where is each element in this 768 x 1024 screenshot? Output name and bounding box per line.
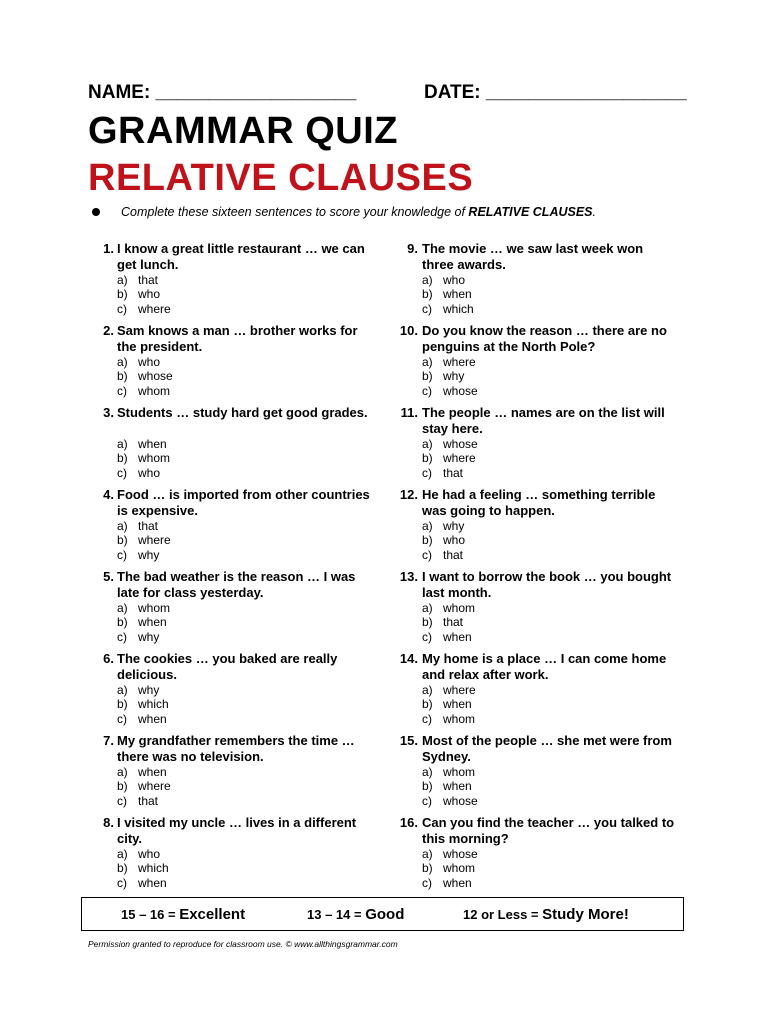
option-letter: a): [422, 847, 433, 861]
question-item: [388, 733, 678, 815]
option-text: who: [138, 355, 161, 369]
name-field-label: NAME: ___________________: [88, 82, 357, 103]
option-letter: b): [422, 451, 433, 466]
question-text: Most of the people … she met were from Sydney.: [422, 733, 672, 764]
question-item: [88, 651, 373, 733]
answer-options: [117, 683, 169, 726]
question-item: [388, 405, 678, 487]
option-letter: a): [117, 601, 128, 615]
option-text: whom: [138, 383, 171, 398]
score-label: Study More!: [542, 906, 629, 923]
option-letter: c): [422, 547, 432, 562]
answer-option[interactable]: [422, 273, 474, 287]
option-letter: a): [422, 683, 433, 697]
question-text: My home is a place … I can come home and relax after work.: [422, 651, 667, 682]
question-item: [88, 405, 373, 487]
option-text: whose: [443, 847, 478, 861]
answer-option[interactable]: [422, 683, 476, 697]
option-letter: c): [422, 629, 432, 644]
instructions-text: Complete these sixteen sentences to score your knowledge of: [121, 205, 469, 219]
option-text: whose: [443, 793, 478, 808]
option-letter: b): [117, 451, 128, 466]
question-number: 3.: [103, 405, 114, 420]
question-number: 8.: [103, 815, 114, 830]
answer-option[interactable]: [422, 287, 474, 301]
question-number: 7.: [103, 733, 114, 748]
option-text: that: [138, 519, 159, 533]
answer-option[interactable]: [117, 779, 171, 793]
instructions: [88, 205, 688, 219]
question-item: [88, 733, 373, 815]
option-letter: a): [117, 847, 128, 861]
option-letter: c): [422, 793, 432, 808]
option-text: whose: [138, 369, 173, 384]
answer-options: [117, 273, 171, 316]
answer-option[interactable]: [117, 765, 171, 779]
option-letter: a): [422, 355, 433, 369]
option-text: where: [138, 533, 171, 548]
question-item: [88, 241, 373, 323]
option-letter: a): [422, 437, 433, 451]
answer-option[interactable]: [117, 287, 171, 301]
option-text: when: [138, 437, 167, 451]
question-text: Students … study hard get good grades.: [117, 405, 368, 420]
answer-option[interactable]: [422, 384, 478, 398]
answer-option[interactable]: [422, 533, 465, 547]
answer-option[interactable]: [422, 779, 478, 793]
question-number: 5.: [103, 569, 114, 584]
answer-option[interactable]: [117, 384, 173, 398]
option-letter: c): [117, 465, 127, 480]
option-text: when: [443, 629, 472, 644]
option-letter: b): [422, 287, 433, 302]
score-range: 12 or Less =: [463, 907, 543, 922]
option-text: when: [443, 697, 472, 712]
score-study-more: [463, 906, 629, 923]
answer-option[interactable]: [117, 437, 170, 451]
answer-option[interactable]: [117, 683, 169, 697]
question-number: 2.: [103, 323, 114, 338]
option-text: whose: [443, 437, 478, 451]
question-text: Sam knows a man … brother works for the president.: [117, 323, 358, 354]
question-item: [88, 815, 373, 897]
option-letter: a): [117, 273, 128, 287]
footer-permission: Permission granted to reproduce for classroom use. © www.allthingsgrammar.com: [88, 939, 398, 949]
answer-option[interactable]: [117, 302, 171, 316]
answer-options: [117, 765, 171, 808]
option-letter: b): [117, 779, 128, 794]
option-text: when: [138, 875, 167, 890]
option-letter: b): [117, 697, 128, 712]
question-item: [388, 323, 678, 405]
answer-option[interactable]: [117, 533, 171, 547]
answer-option[interactable]: [117, 847, 169, 861]
option-text: who: [443, 533, 466, 548]
answer-option[interactable]: [117, 273, 171, 287]
option-letter: a): [117, 683, 128, 697]
option-letter: b): [422, 697, 433, 712]
option-letter: c): [422, 875, 432, 890]
quiz-title: GRAMMAR QUIZ: [88, 110, 398, 152]
bullet-icon: [92, 208, 100, 216]
header: [88, 82, 688, 104]
option-text: when: [443, 287, 472, 302]
option-letter: c): [117, 301, 127, 316]
option-text: why: [138, 629, 160, 644]
date-field-label: DATE: ___________________: [424, 82, 687, 103]
question-text: I know a great little restaurant … we can get lunch.: [117, 241, 365, 272]
question-text: The cookies … you baked are really delicious.: [117, 651, 338, 682]
score-range: 15 – 16 =: [121, 907, 180, 922]
answer-option[interactable]: [117, 548, 171, 562]
option-letter: a): [422, 519, 433, 533]
option-letter: b): [117, 287, 128, 302]
option-letter: c): [117, 547, 127, 562]
option-text: when: [138, 711, 167, 726]
question-item: [388, 815, 678, 897]
question-number: 4.: [103, 487, 114, 502]
question-number: 16.: [399, 815, 418, 830]
answer-option[interactable]: [422, 548, 465, 562]
answer-option[interactable]: [422, 630, 475, 644]
option-letter: c): [117, 711, 127, 726]
answer-option[interactable]: [422, 876, 478, 890]
option-text: why: [443, 369, 465, 384]
answer-option[interactable]: [117, 861, 169, 875]
question-item: [88, 323, 373, 405]
option-text: why: [138, 683, 160, 697]
question-number: 1.: [103, 241, 114, 256]
answer-option[interactable]: [422, 765, 478, 779]
answer-option[interactable]: [117, 466, 170, 480]
answer-options: [117, 601, 170, 644]
option-text: who: [443, 273, 466, 287]
answer-option[interactable]: [422, 437, 478, 451]
option-letter: c): [422, 383, 432, 398]
option-text: who: [138, 847, 161, 861]
option-text: why: [138, 547, 160, 562]
option-text: whom: [138, 451, 171, 466]
answer-option[interactable]: [422, 712, 476, 726]
answer-options: [117, 355, 173, 398]
option-letter: b): [422, 779, 433, 794]
question-text: He had a feeling … something terrible was going to happen.: [422, 487, 656, 518]
scoring-box: [81, 897, 684, 931]
answer-options: [422, 765, 478, 808]
answer-option[interactable]: [117, 355, 173, 369]
answer-options: [422, 519, 465, 562]
option-text: that: [443, 615, 464, 630]
question-item: [388, 487, 678, 569]
question-number: 13.: [399, 569, 418, 584]
question-number: 12.: [399, 487, 418, 502]
option-letter: b): [117, 615, 128, 630]
answer-option[interactable]: [117, 601, 170, 615]
instructions-suffix: .: [592, 205, 596, 219]
question-item: [388, 241, 678, 323]
option-text: when: [138, 615, 167, 630]
option-letter: a): [117, 437, 128, 451]
option-text: where: [138, 301, 171, 316]
answer-option[interactable]: [422, 794, 478, 808]
question-number: 6.: [103, 651, 114, 666]
answer-options: [422, 601, 475, 644]
question-text: Food … is imported from other countries is expensive.: [117, 487, 370, 518]
questions-left-column: [88, 241, 373, 897]
answer-options: [117, 519, 171, 562]
answer-option[interactable]: [422, 466, 478, 480]
option-letter: a): [422, 273, 433, 287]
answer-option[interactable]: [422, 601, 475, 615]
question-text: My grandfather remembers the time … there was no television.: [117, 733, 355, 764]
question-text: I visited my uncle … lives in a different city.: [117, 815, 357, 846]
question-item: [388, 651, 678, 733]
option-text: whom: [443, 601, 476, 615]
answer-option[interactable]: [422, 369, 478, 383]
option-text: which: [138, 861, 169, 876]
answer-option[interactable]: [422, 615, 475, 629]
answer-option[interactable]: [422, 847, 478, 861]
answer-option[interactable]: [422, 355, 478, 369]
question-number: 9.: [407, 241, 418, 256]
question-number: 10.: [399, 323, 418, 338]
answer-option[interactable]: [422, 451, 478, 465]
option-letter: a): [117, 519, 128, 533]
option-letter: b): [422, 533, 433, 548]
option-letter: b): [117, 861, 128, 876]
question-text: Can you find the teacher … you talked to this morning?: [422, 815, 675, 846]
answer-option[interactable]: [422, 697, 476, 711]
option-letter: c): [422, 711, 432, 726]
answer-option[interactable]: [422, 519, 465, 533]
answer-options: [422, 847, 478, 890]
option-text: whom: [443, 711, 476, 726]
option-text: whom: [443, 861, 476, 876]
option-text: who: [138, 465, 161, 480]
question-item: [88, 569, 373, 651]
option-text: when: [138, 765, 167, 779]
option-letter: a): [422, 765, 433, 779]
option-letter: a): [117, 355, 128, 369]
answer-option[interactable]: [422, 861, 478, 875]
answer-options: [422, 355, 478, 398]
option-text: where: [443, 451, 476, 466]
option-letter: c): [117, 875, 127, 890]
option-letter: b): [422, 615, 433, 630]
answer-option[interactable]: [117, 794, 171, 808]
option-letter: c): [117, 383, 127, 398]
option-text: which: [443, 301, 474, 316]
answer-options: [117, 847, 169, 890]
answer-options: [422, 437, 478, 480]
question-item: [88, 487, 373, 569]
answer-option[interactable]: [117, 697, 169, 711]
question-text: Do you know the reason … there are no penguins at the North Pole?: [422, 323, 667, 354]
answer-option[interactable]: [117, 519, 171, 533]
score-good: [307, 906, 404, 923]
instructions-emphasis: RELATIVE CLAUSES: [468, 205, 593, 219]
answer-option[interactable]: [117, 876, 169, 890]
score-range: 13 – 14 =: [307, 907, 366, 922]
option-text: that: [443, 547, 464, 562]
answer-options: [422, 683, 476, 726]
option-text: why: [443, 519, 465, 533]
question-item: [388, 569, 678, 651]
question-number: 15.: [399, 733, 418, 748]
option-text: who: [138, 287, 161, 302]
answer-option[interactable]: [117, 712, 169, 726]
answer-option[interactable]: [422, 302, 474, 316]
option-text: where: [138, 779, 171, 794]
question-text: The movie … we saw last week won three awards.: [422, 241, 644, 272]
answer-option[interactable]: [117, 615, 170, 629]
answer-option[interactable]: [117, 451, 170, 465]
option-text: that: [138, 793, 159, 808]
score-label: Excellent: [179, 906, 246, 923]
option-letter: a): [422, 601, 433, 615]
option-text: whom: [138, 601, 171, 615]
option-text: which: [138, 697, 169, 712]
questions-right-column: [388, 241, 678, 897]
option-text: that: [443, 465, 464, 480]
option-text: that: [138, 273, 159, 287]
answer-option[interactable]: [117, 369, 173, 383]
option-text: where: [443, 355, 476, 369]
option-letter: b): [117, 369, 128, 384]
option-letter: c): [117, 629, 127, 644]
option-text: whose: [443, 383, 478, 398]
option-letter: c): [117, 793, 127, 808]
option-letter: b): [117, 533, 128, 548]
score-label: Good: [365, 906, 405, 923]
question-text: The bad weather is the reason … I was late for class yesterday.: [117, 569, 356, 600]
option-letter: a): [117, 765, 128, 779]
question-number: 14.: [399, 651, 418, 666]
option-letter: c): [422, 301, 432, 316]
question-number: 11.: [400, 405, 418, 420]
question-text: I want to borrow the book … you bought last month.: [422, 569, 672, 600]
score-excellent: [121, 906, 245, 923]
quiz-subtitle: RELATIVE CLAUSES: [88, 157, 474, 199]
answer-options: [117, 437, 170, 480]
option-text: where: [443, 683, 476, 697]
option-text: whom: [443, 765, 476, 779]
question-text: The people … names are on the list will stay here.: [422, 405, 665, 436]
option-letter: b): [422, 369, 433, 384]
option-letter: c): [422, 465, 432, 480]
option-letter: b): [422, 861, 433, 876]
option-text: when: [443, 779, 472, 794]
option-text: when: [443, 875, 472, 890]
answer-options: [422, 273, 474, 316]
answer-option[interactable]: [117, 630, 170, 644]
